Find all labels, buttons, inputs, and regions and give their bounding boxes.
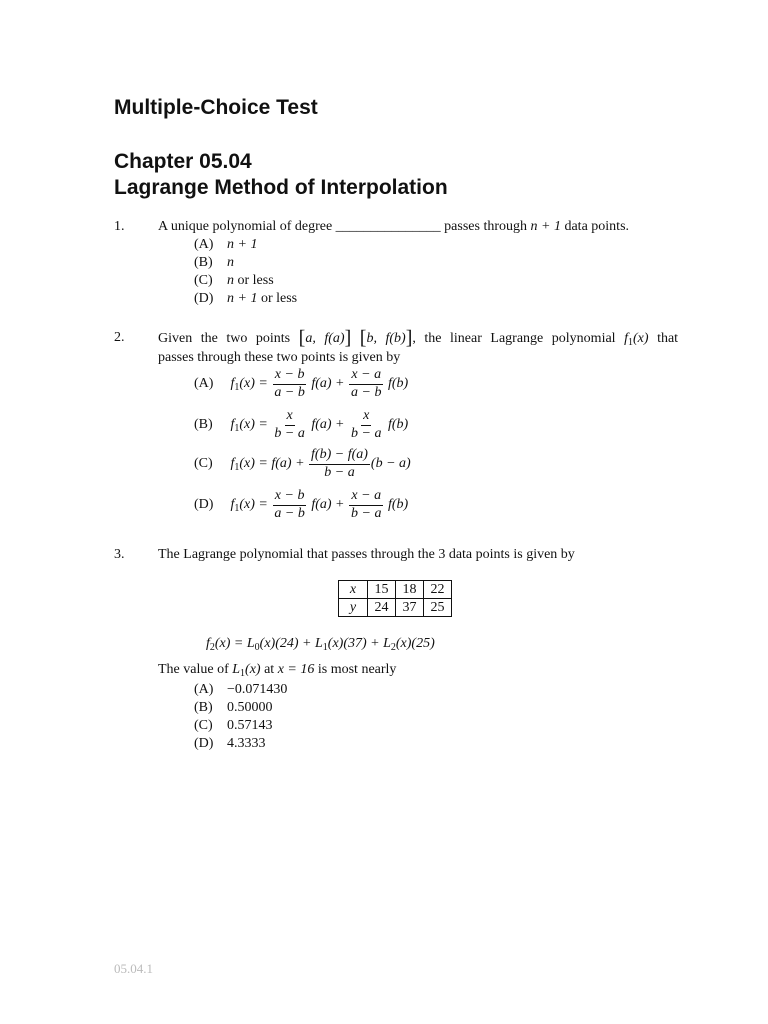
option-letter: (C) bbox=[194, 456, 213, 472]
q1-number: 1. bbox=[114, 219, 125, 234]
option-text: n + 1 bbox=[227, 291, 258, 306]
q3-value-of: The value of bbox=[158, 662, 229, 677]
table-cell: 18 bbox=[396, 581, 424, 599]
topic-title: Lagrange Method of Interpolation bbox=[114, 176, 448, 199]
q1-option-a[interactable] bbox=[194, 237, 257, 253]
q2-option-b[interactable] bbox=[194, 409, 408, 441]
option-letter: (A) bbox=[194, 682, 214, 697]
q3-option-d[interactable] bbox=[194, 736, 266, 752]
table-cell: 25 bbox=[424, 599, 452, 617]
option-text: n bbox=[227, 255, 234, 270]
q3-x-value: x = 16 bbox=[277, 662, 315, 677]
formula: $f_1(x)$ = $\frac{x}{b - a}$ f(a) + $\frac{x}{b - a}$ f(b) bbox=[230, 408, 409, 441]
table-row bbox=[339, 599, 452, 617]
option-letter: (C) bbox=[194, 718, 213, 733]
option-text: −0.071430 bbox=[227, 682, 288, 697]
option-letter: (A) bbox=[194, 237, 214, 252]
q2-line-1: Given the two points [a, f(a)] [b, f(b)], the linear Lagrange polynomial $f_1(x)$ that bbox=[158, 327, 679, 349]
q1-option-c[interactable] bbox=[194, 273, 274, 289]
q1-option-d[interactable] bbox=[194, 291, 297, 307]
q1-stem-tail: data points. bbox=[564, 219, 630, 234]
option-letter: (B) bbox=[194, 417, 213, 433]
q3-option-c[interactable] bbox=[194, 718, 273, 734]
table-cell: 15 bbox=[368, 581, 396, 599]
q2-point-a: a, f(a) bbox=[305, 331, 345, 346]
chapter-title: Chapter 05.04 bbox=[114, 150, 252, 173]
formula: $f_1(x)$ = $\frac{x - b}{a - b}$ f(a) + $\frac{x - a}{a - b}$ f(b) bbox=[230, 367, 409, 400]
q2-that: that bbox=[657, 331, 679, 346]
q3-text: The Lagrange polynomial that passes through the 3 data points is given by bbox=[158, 547, 575, 562]
option-letter: (C) bbox=[194, 273, 213, 288]
formula: $f_1(x) = f(a)$ + $\frac{f(b) - f(a)}{b - a}$ (b − a) bbox=[230, 447, 411, 480]
option-text: n bbox=[227, 273, 234, 288]
q1-n-plus-1: n + 1 bbox=[530, 219, 561, 234]
option-letter: (B) bbox=[194, 700, 213, 715]
option-letter: (B) bbox=[194, 255, 213, 270]
page-number: 05.04.1 bbox=[114, 961, 153, 976]
option-text: 0.50000 bbox=[227, 700, 273, 715]
table-cell: 37 bbox=[396, 599, 424, 617]
q3-option-a[interactable] bbox=[194, 682, 287, 698]
option-letter: (D) bbox=[194, 291, 214, 306]
q2-option-c[interactable] bbox=[194, 448, 411, 480]
test-title: Multiple-Choice Test bbox=[114, 96, 318, 119]
formula: $f_1(x)$ = $\frac{x - b}{a - b}$ f(a) + $\frac{x - a}{b - a}$ f(b) bbox=[230, 488, 409, 521]
q2-line-2: passes through these two points is given by bbox=[158, 350, 401, 365]
data-table bbox=[338, 580, 452, 617]
option-letter: (A) bbox=[194, 376, 214, 392]
q1-stem: A unique polynomial of degree _______________ passes through bbox=[158, 219, 528, 234]
q3-most-nearly: is most nearly bbox=[317, 662, 397, 677]
q2-option-d[interactable] bbox=[194, 489, 408, 521]
q2-given: Given the two points bbox=[158, 331, 291, 346]
option-tail: or less bbox=[237, 273, 274, 288]
q3-at: at bbox=[264, 662, 275, 677]
y-label: y bbox=[339, 599, 368, 617]
q2-linear: , the linear Lagrange polynomial bbox=[412, 331, 616, 346]
option-text: n + 1 bbox=[227, 237, 258, 252]
option-text: 4.3333 bbox=[227, 736, 266, 751]
q3-question: The value of $L_1(x)$ at x = 16 is most nearly bbox=[158, 662, 397, 679]
q3-option-b[interactable] bbox=[194, 700, 273, 716]
q1-text bbox=[158, 219, 629, 235]
table-row bbox=[339, 581, 452, 599]
option-text: 0.57143 bbox=[227, 718, 273, 733]
option-letter: (D) bbox=[194, 497, 214, 513]
q3-polynomial: $f_2(x) = L_0(x)(24) + L_1(x)(37) + L_2(x)(25)$ bbox=[206, 636, 435, 653]
q2-point-b: b, f(b) bbox=[366, 331, 406, 346]
option-letter: (D) bbox=[194, 736, 214, 751]
q2-option-a[interactable] bbox=[194, 368, 408, 400]
option-tail: or less bbox=[260, 291, 298, 306]
table-cell: 24 bbox=[368, 599, 396, 617]
q1-option-b[interactable] bbox=[194, 255, 234, 271]
q3-number: 3. bbox=[114, 547, 125, 562]
table-cell: 22 bbox=[424, 581, 452, 599]
x-label: x bbox=[339, 581, 368, 599]
q2-number: 2. bbox=[114, 330, 125, 345]
